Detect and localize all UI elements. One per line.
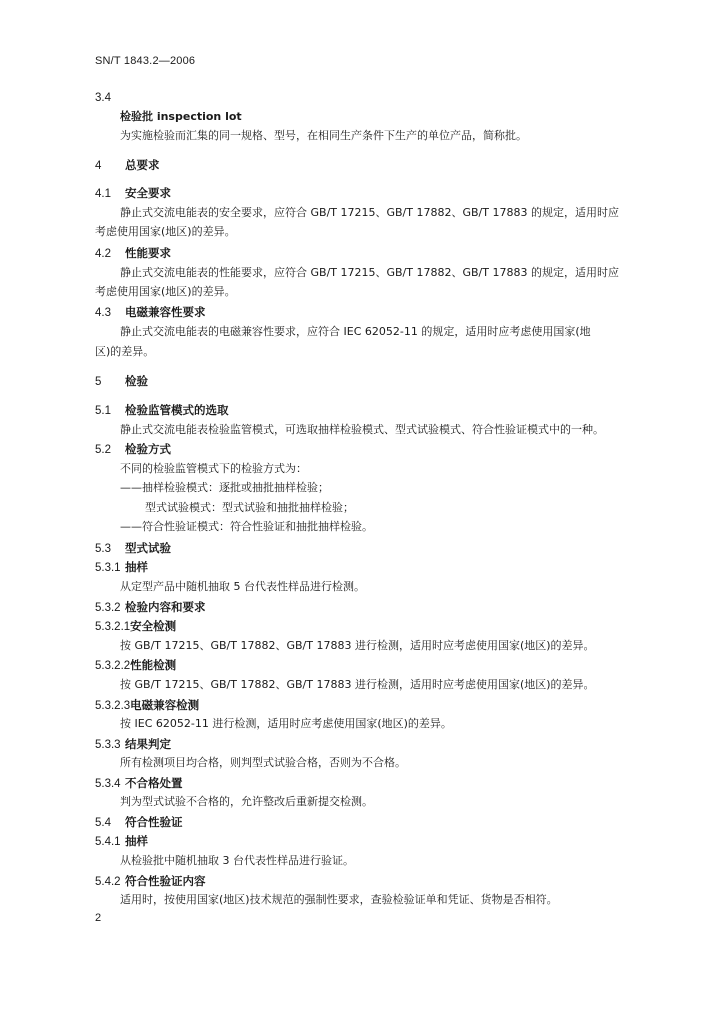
paragraph-line: 型式试验模式：型式试验和抽批抽样检验； <box>145 501 354 514</box>
section-heading <box>95 442 171 457</box>
section-heading <box>95 737 171 752</box>
section-number: 5.3.2 <box>95 602 121 614</box>
section-heading <box>95 776 183 791</box>
section-heading <box>95 600 206 615</box>
section-number: 5.1 <box>95 405 111 417</box>
section-heading <box>95 374 148 389</box>
paragraph-line: 所有检测项目均合格，则判型式试验合格，否则为不合格。 <box>120 756 406 769</box>
standard-code-header: SN/T 1843.2—2006 <box>95 55 196 67</box>
section-title: 性能检测 <box>130 658 177 672</box>
section-number: 5.3.2.2 <box>95 660 131 672</box>
paragraph-line: 按 GB/T 17215、GB/T 17882、GB/T 17883 进行检测，适用时应考虑使用国家(地区)的差异。 <box>120 678 595 691</box>
section-heading <box>95 305 206 320</box>
paragraph-line: 检验批 inspection lot <box>120 110 242 123</box>
section-number: 5.4.1 <box>95 836 121 848</box>
section-number: 5.3.2.3 <box>95 700 131 712</box>
paragraph-line: 按 IEC 62052-11 进行检测，适用时应考虑使用国家(地区)的差异。 <box>120 717 452 730</box>
page-number: 2 <box>95 912 102 924</box>
section-heading <box>95 815 183 830</box>
section-title: 抽样 <box>125 834 148 848</box>
paragraph-line: 从检验批中随机抽取 3 台代表性样品进行验证。 <box>120 854 354 867</box>
section-title: 型式试验 <box>125 541 171 555</box>
section-heading <box>95 90 125 105</box>
section-number: 4.2 <box>95 248 111 260</box>
paragraph-line: 为实施检验而汇集的同一规格、型号，在相同生产条件下生产的单位产品，简称批。 <box>120 129 527 142</box>
section-number: 4.1 <box>95 188 111 200</box>
paragraph-line: 静止式交流电能表的性能要求，应符合 GB/T 17215、GB/T 17882、GB/T 17883 的规定，适用时应 <box>120 266 619 279</box>
section-title: 检验 <box>125 374 148 388</box>
paragraph-line: 判为型式试验不合格的，允许整改后重新提交检测。 <box>120 795 373 808</box>
section-number: 5.3.3 <box>95 739 121 751</box>
section-title: 电磁兼容性要求 <box>125 305 206 319</box>
section-number: 4.3 <box>95 307 111 319</box>
section-number: 5.2 <box>95 444 111 456</box>
section-heading <box>95 158 160 173</box>
section-heading <box>95 874 206 889</box>
section-number: 5.3.2.1 <box>95 621 131 633</box>
paragraph-line: ——符合性验证模式：符合性验证和抽批抽样检验。 <box>120 520 373 533</box>
section-number: 5.4.2 <box>95 876 121 888</box>
paragraph-line: 区)的差异。 <box>95 345 155 358</box>
paragraph-line: 适用时，按使用国家(地区)技术规范的强制性要求，查验检验证单和凭证、货物是否相符。 <box>120 893 558 906</box>
paragraph-line: 从定型产品中随机抽取 5 台代表性样品进行检测。 <box>120 580 365 593</box>
section-number: 5.4 <box>95 817 111 829</box>
section-title: 检验内容和要求 <box>125 600 206 614</box>
section-heading <box>95 541 171 556</box>
section-number: 4 <box>95 160 102 172</box>
section-title: 符合性验证 <box>125 815 183 829</box>
section-heading <box>95 658 176 673</box>
paragraph-line: 考虑使用国家(地区)的差异。 <box>95 285 236 298</box>
section-title: 性能要求 <box>125 246 171 260</box>
section-heading <box>95 560 148 575</box>
section-title: 检验监管模式的选取 <box>125 403 229 417</box>
section-number: 5.3.1 <box>95 562 121 574</box>
section-heading <box>95 186 171 201</box>
section-heading <box>95 834 148 849</box>
section-title: 不合格处置 <box>125 776 183 790</box>
section-number: 5.3.4 <box>95 778 121 790</box>
section-title: 安全检测 <box>130 619 177 633</box>
section-title: 总要求 <box>125 158 160 172</box>
section-heading <box>95 403 229 418</box>
section-number: 3.4 <box>95 92 111 104</box>
paragraph-line: 静止式交流电能表的电磁兼容性要求，应符合 IEC 62052-11 的规定，适用时应考虑使用国家(地 <box>120 325 591 338</box>
section-title: 检验方式 <box>125 442 171 456</box>
section-heading <box>95 619 176 634</box>
paragraph-line: 考虑使用国家(地区)的差异。 <box>95 225 236 238</box>
section-heading <box>95 698 199 713</box>
section-title: 电磁兼容检测 <box>130 698 200 712</box>
paragraph-line: 不同的检验监管模式下的检验方式为： <box>120 462 307 475</box>
section-number: 5.3 <box>95 543 111 555</box>
section-title: 符合性验证内容 <box>125 874 206 888</box>
section-title: 抽样 <box>125 560 148 574</box>
paragraph-line: ——抽样检验模式：逐批或抽批抽样检验； <box>120 481 329 494</box>
section-title: 安全要求 <box>125 186 171 200</box>
section-number: 5 <box>95 376 102 388</box>
paragraph-line: 静止式交流电能表检验监管模式，可选取抽样检验模式、型式试验模式、符合性验证模式中的一种。 <box>120 423 604 436</box>
paragraph-line: 静止式交流电能表的安全要求，应符合 GB/T 17215、GB/T 17882、GB/T 17883 的规定，适用时应 <box>120 206 619 219</box>
section-heading <box>95 246 171 261</box>
paragraph-line: 按 GB/T 17215、GB/T 17882、GB/T 17883 进行检测，适用时应考虑使用国家(地区)的差异。 <box>120 639 595 652</box>
section-title: 结果判定 <box>125 737 171 751</box>
